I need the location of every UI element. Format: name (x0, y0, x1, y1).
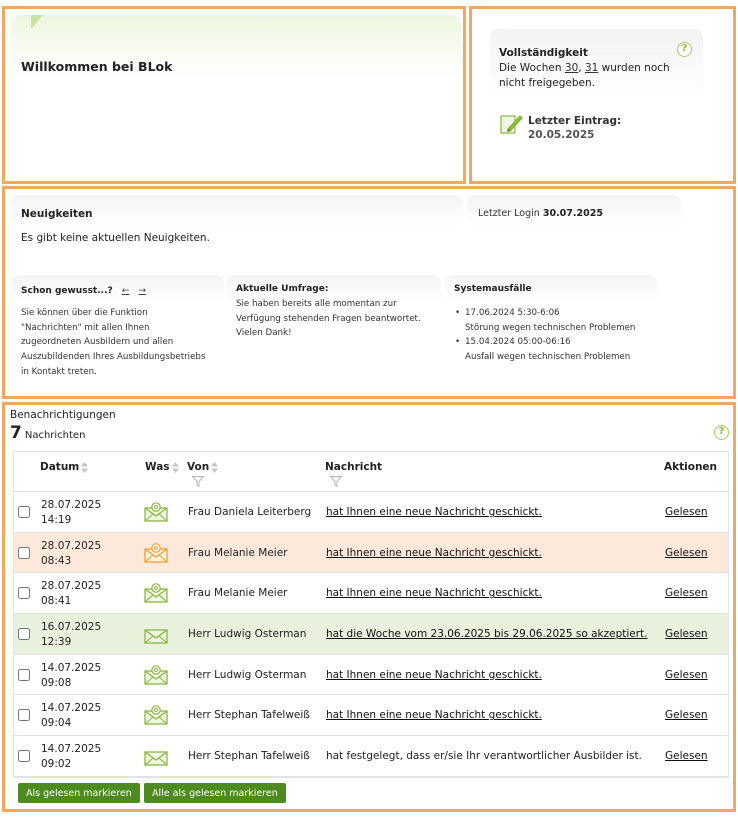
outage-item (454, 306, 654, 335)
news-panel (2, 186, 736, 399)
column-actions: Aktionen (664, 461, 718, 473)
table-header (14, 452, 728, 492)
completeness-text (499, 61, 699, 91)
mark-read-link[interactable]: Gelesen (665, 628, 708, 641)
outage-date: • 17.06.2024 5:30-6:06 (465, 308, 560, 318)
row-time: 08:41 (41, 595, 72, 608)
row-checkbox[interactable] (18, 587, 30, 599)
row-checkbox[interactable] (18, 506, 30, 518)
row-datetime (41, 742, 101, 772)
mark-read-link[interactable]: Gelesen (665, 546, 708, 559)
table-row (14, 614, 728, 655)
completeness-panel (469, 6, 736, 184)
outage-item (454, 335, 654, 364)
row-checkbox[interactable] (18, 669, 30, 681)
mark-read-link[interactable]: Gelesen (665, 668, 708, 681)
sort-icon[interactable] (172, 462, 179, 473)
help-icon[interactable]: ? (677, 42, 692, 57)
notifications-count (10, 423, 85, 443)
row-checkbox[interactable] (18, 547, 30, 559)
row-datetime (41, 498, 101, 528)
row-date: 28.07.2025 (41, 539, 102, 552)
row-date: 28.07.2025 (41, 580, 102, 593)
tips-next-link[interactable]: → (138, 286, 147, 296)
sort-icon[interactable] (211, 462, 218, 473)
row-date: 14.07.2025 (41, 661, 102, 674)
row-date: 14.07.2025 (41, 702, 102, 715)
column-message[interactable]: Nachricht (325, 461, 383, 473)
table-row (14, 695, 728, 736)
table-row (14, 655, 728, 696)
row-date: 16.07.2025 (41, 621, 102, 634)
row-time: 09:08 (41, 676, 72, 689)
row-message[interactable]: hat Ihnen eine neue Nachricht geschickt. (326, 709, 542, 722)
row-message[interactable]: hat Ihnen eine neue Nachricht geschickt. (326, 506, 542, 518)
row-message[interactable]: hat die Woche vom 23.06.2025 bis 29.06.2025 so akzeptiert. (326, 628, 648, 641)
outages-title: Systemausfälle (454, 284, 532, 294)
column-date-label: Datum (40, 461, 80, 473)
sort-icon[interactable] (81, 462, 88, 473)
row-time: 12:39 (41, 636, 72, 649)
last-login-label: Letzter Login (478, 208, 540, 219)
column-type[interactable] (145, 461, 179, 473)
week-link-31[interactable]: 31 (584, 62, 599, 74)
column-type-label: Was (145, 461, 170, 473)
row-message: hat festgelegt, dass er/sie Ihr verantwortlicher Ausbilder ist. (326, 750, 642, 763)
mail-at-icon (144, 665, 168, 685)
row-checkbox[interactable] (18, 750, 30, 762)
tips-title-text: Schon gewusst...? (21, 286, 113, 296)
row-message[interactable]: hat Ihnen eine neue Nachricht geschickt. (326, 668, 542, 681)
row-date: 28.07.2025 (41, 499, 102, 511)
row-sender: Herr Ludwig Osterman (188, 668, 307, 681)
filter-icon[interactable] (192, 476, 204, 487)
news-text: Es gibt keine aktuellen Neuigkeiten. (21, 232, 210, 244)
row-sender: Frau Melanie Meier (188, 546, 288, 559)
completeness-text-suffix: wurden noch nicht freigegeben. (499, 62, 670, 89)
mark-read-link[interactable]: Gelesen (665, 506, 708, 518)
mark-all-read-button[interactable]: Alle als gelesen markieren (144, 783, 286, 803)
table-body (14, 492, 728, 777)
row-sender: Frau Daniela Leiterberg (188, 506, 312, 518)
column-from[interactable] (187, 461, 218, 473)
survey-text: Sie haben bereits alle momentan zur Verfügung stehenden Fragen beantwortet. Vielen Dank! (236, 299, 421, 339)
tips-prev-link[interactable]: ← (121, 286, 130, 296)
mail-at-icon (144, 705, 168, 725)
row-sender: Herr Ludwig Osterman (188, 628, 307, 641)
welcome-title: Willkommen bei BLok (21, 59, 173, 74)
mail-at-icon (144, 543, 168, 563)
welcome-flag-decoration (31, 15, 43, 29)
table-row (14, 573, 728, 614)
row-time: 14:19 (41, 514, 72, 526)
welcome-header (11, 15, 461, 85)
row-time: 09:02 (41, 758, 72, 771)
mail-icon (144, 746, 168, 766)
row-datetime (41, 579, 101, 609)
mail-icon (144, 624, 168, 644)
tips-text: Sie können über die Funktion "Nachrichten" mit allen Ihnen zugeordneten Ausbildern und allen Auszubildenden Ihres Ausbildungsbetriebs in Kontakt treten. (21, 308, 206, 377)
row-time: 08:43 (41, 554, 72, 567)
row-date: 14.07.2025 (41, 743, 102, 756)
table-row (14, 736, 728, 777)
welcome-panel (2, 6, 466, 184)
notifications-count-label: Nachrichten (24, 430, 86, 441)
row-sender: Herr Stephan Tafelweiß (188, 750, 310, 763)
completeness-title: Vollständigkeit (499, 47, 588, 59)
row-datetime (41, 539, 101, 569)
help-icon[interactable]: ? (714, 425, 729, 440)
week-link-30[interactable]: 30 (564, 62, 579, 74)
row-datetime (41, 620, 101, 650)
mail-at-icon (144, 583, 168, 603)
mark-read-link[interactable]: Gelesen (665, 750, 708, 763)
notifications-table (13, 451, 729, 778)
outages-list (454, 306, 654, 365)
column-from-label: Von (187, 461, 210, 473)
row-sender: Herr Stephan Tafelweiß (188, 709, 310, 722)
row-message[interactable]: hat Ihnen eine neue Nachricht geschickt. (326, 546, 542, 559)
mark-read-button[interactable]: Als gelesen markieren (18, 783, 140, 803)
pencil-icon (500, 111, 524, 135)
outage-date: • 15.04.2024 05:00-06:16 (465, 337, 571, 348)
mail-at-icon (144, 502, 168, 522)
row-time: 09:04 (41, 717, 72, 730)
row-checkbox[interactable] (18, 709, 30, 721)
table-row (14, 533, 728, 574)
outage-text: Störung wegen technischen Problemen (465, 322, 636, 333)
row-message[interactable]: hat Ihnen eine neue Nachricht geschickt. (326, 587, 542, 600)
last-entry-label: Letzter Eintrag: (528, 115, 622, 127)
row-datetime (41, 661, 101, 691)
tips-title (21, 286, 146, 296)
week-separator: , (578, 62, 582, 74)
mark-read-link[interactable]: Gelesen (665, 587, 708, 600)
last-entry-date: 20.05.2025 (528, 129, 595, 141)
last-login-date: 30.07.2025 (542, 208, 603, 219)
completeness-text-prefix: Die Wochen (499, 62, 562, 74)
notifications-count-number: 7 (10, 423, 22, 443)
column-date[interactable] (40, 461, 88, 473)
row-datetime (41, 701, 101, 731)
row-checkbox[interactable] (18, 628, 30, 640)
last-login (478, 208, 603, 219)
notifications-title: Benachrichtigungen (10, 409, 116, 421)
outage-text: Ausfall wegen technischen Problemen (465, 352, 631, 363)
news-title: Neuigkeiten (21, 208, 93, 220)
filter-icon[interactable] (330, 476, 342, 487)
table-row (14, 492, 728, 533)
survey-title: Aktuelle Umfrage: (236, 284, 329, 294)
mark-read-link[interactable]: Gelesen (665, 709, 708, 722)
row-sender: Frau Melanie Meier (188, 587, 288, 600)
notifications-panel (2, 402, 736, 812)
